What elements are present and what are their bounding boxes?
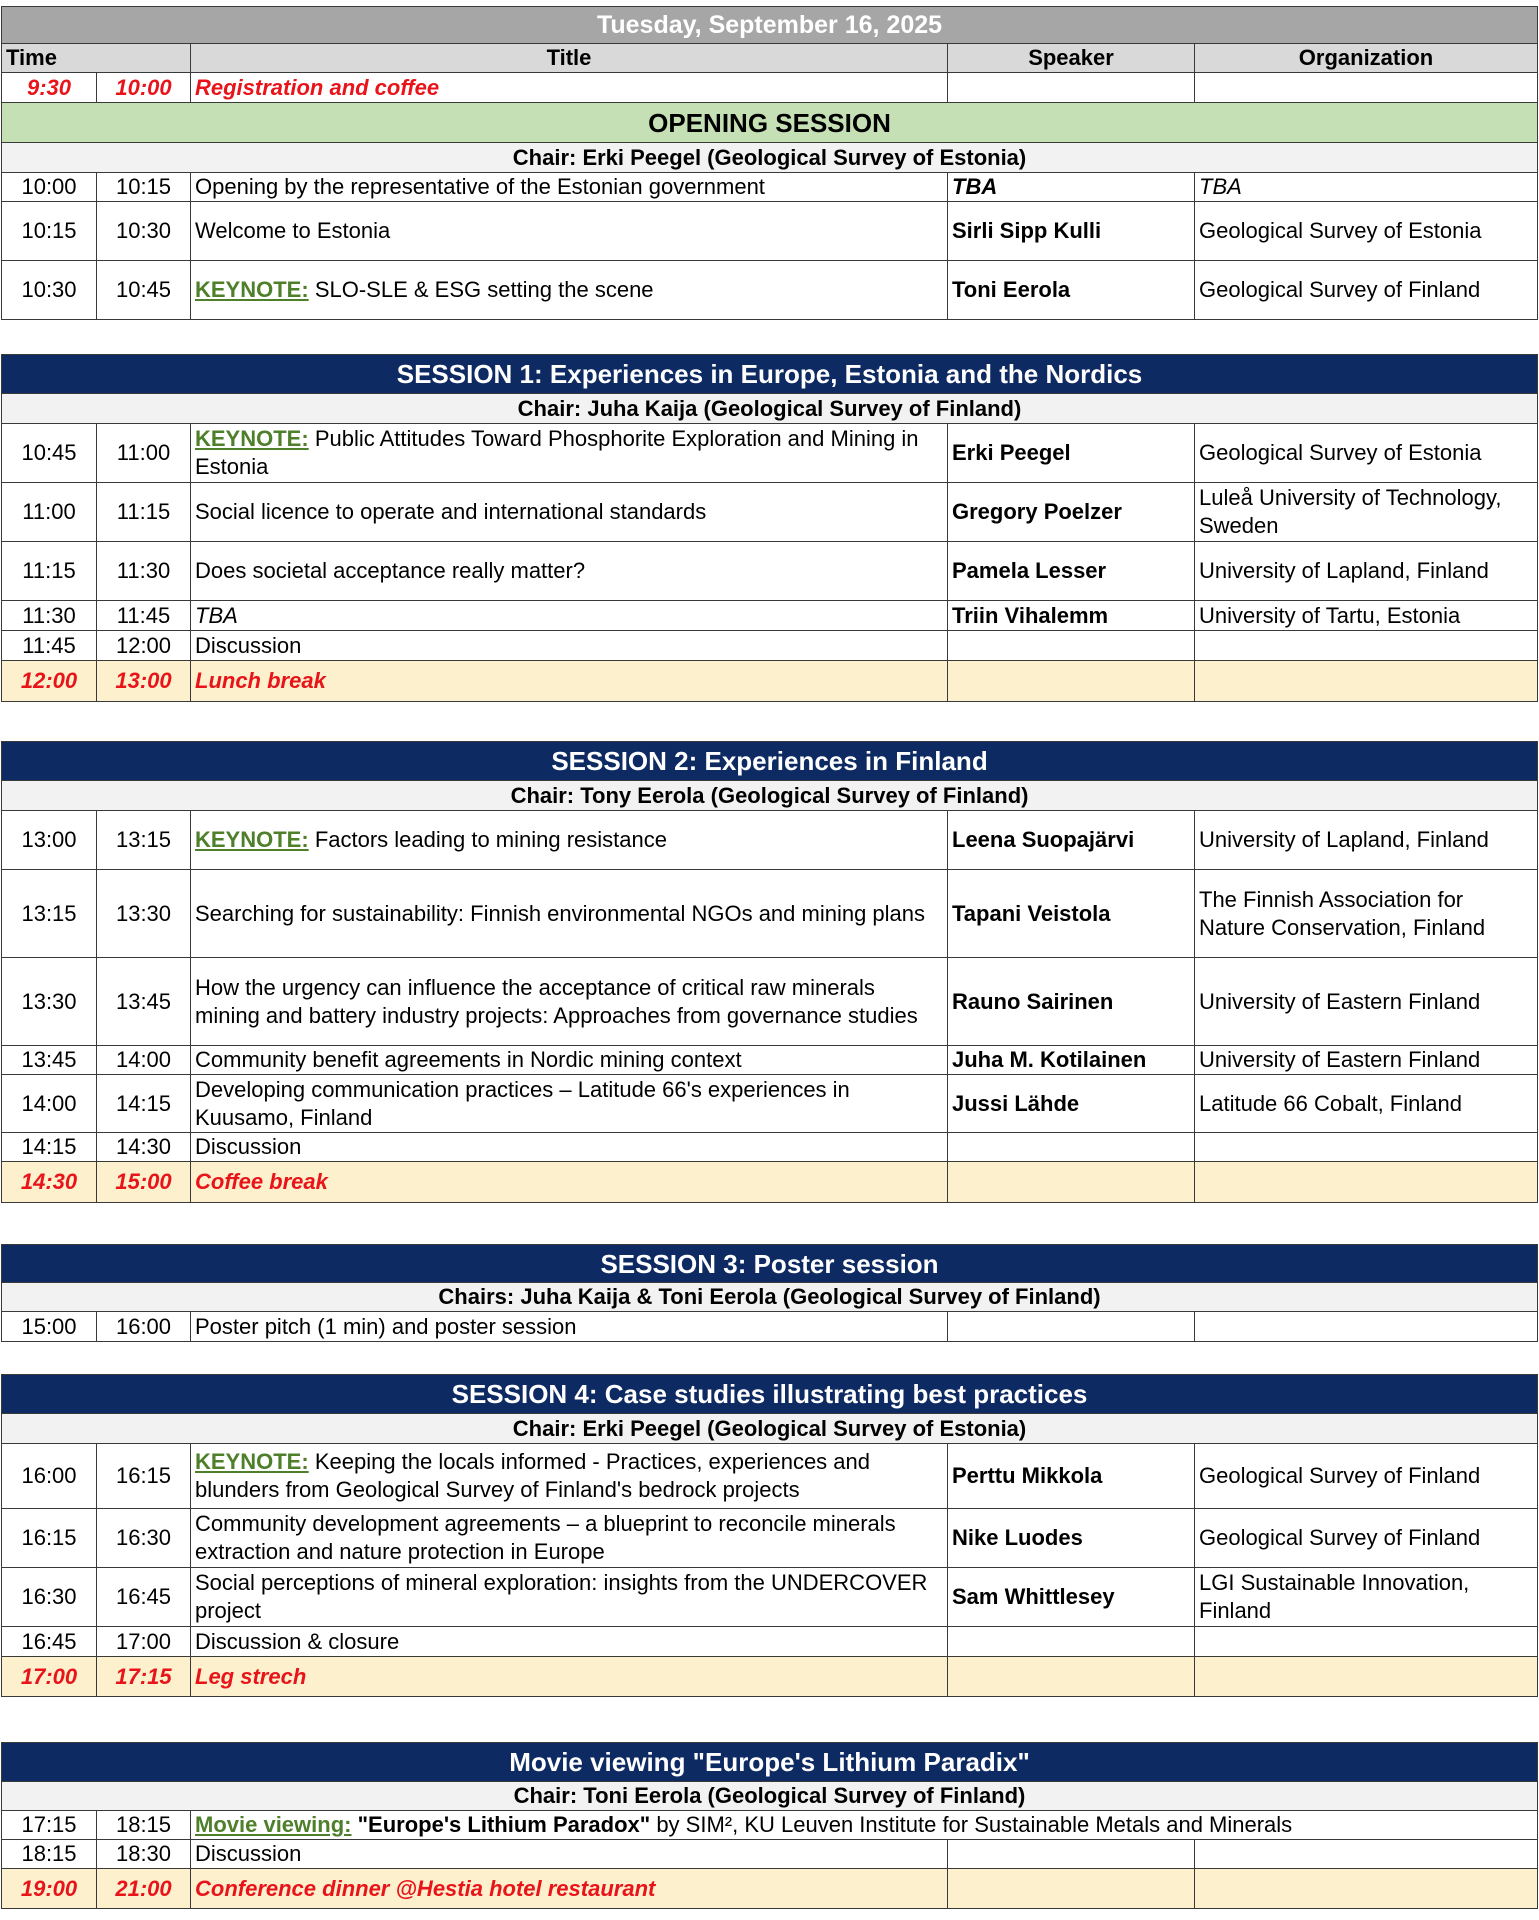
column-speaker: Speaker [948, 44, 1195, 73]
end-time: 18:15 [97, 1811, 191, 1840]
film-description: by SIM², KU Leuven Institute for Sustainable Metals and Minerals [650, 1812, 1293, 1837]
table-row [2, 601, 1538, 631]
film-title: "Europe's Lithium Paradox" [357, 1812, 651, 1837]
table-row [2, 811, 1538, 870]
entry-title: How the urgency can influence the acceptance of critical raw minerals mining and battery industry projects: Approaches from governance studies [191, 958, 948, 1046]
start-time: 9:30 [2, 73, 97, 103]
start-time: 13:30 [2, 958, 97, 1046]
entry-speaker: Juha M. Kotilainen [948, 1046, 1195, 1075]
entry-org: Geological Survey of Finland [1195, 1444, 1538, 1509]
table-row [2, 542, 1538, 601]
entry-title: Discussion [191, 1840, 948, 1869]
end-time: 16:15 [97, 1444, 191, 1509]
entry-title [191, 261, 948, 320]
title-text: SLO-SLE & ESG setting the scene [314, 277, 654, 302]
table-row [2, 958, 1538, 1046]
start-time: 14:15 [2, 1133, 97, 1162]
entry-org [1195, 73, 1538, 103]
start-time: 10:15 [2, 202, 97, 261]
entry-title: Coffee break [191, 1162, 948, 1203]
start-time: 19:00 [2, 1869, 97, 1909]
session3-table [1, 1244, 1538, 1342]
session-chair: Chair: Tony Eerola (Geological Survey of Finland) [2, 781, 1538, 811]
entry-org [1195, 661, 1538, 702]
end-time: 14:30 [97, 1133, 191, 1162]
end-time: 16:00 [97, 1312, 191, 1342]
end-time: 13:15 [97, 811, 191, 870]
entry-org: University of Lapland, Finland [1195, 542, 1538, 601]
end-time: 21:00 [97, 1869, 191, 1909]
start-time: 15:00 [2, 1312, 97, 1342]
entry-speaker [948, 1133, 1195, 1162]
session1-table [1, 354, 1538, 702]
break-row [2, 1657, 1538, 1697]
end-time: 13:45 [97, 958, 191, 1046]
entry-speaker: Leena Suopajärvi [948, 811, 1195, 870]
start-time: 16:00 [2, 1444, 97, 1509]
start-time: 14:30 [2, 1162, 97, 1203]
entry-org [1195, 1840, 1538, 1869]
entry-title: Social licence to operate and international standards [191, 483, 948, 542]
end-time: 16:45 [97, 1568, 191, 1627]
day-title: Tuesday, September 16, 2025 [2, 7, 1538, 44]
end-time: 17:00 [97, 1627, 191, 1657]
end-time: 10:30 [97, 202, 191, 261]
session-chair: Chair: Toni Eerola (Geological Survey of Finland) [2, 1782, 1538, 1811]
keynote-label: KEYNOTE: [195, 277, 309, 302]
entry-speaker [948, 631, 1195, 661]
entry-title: Registration and coffee [191, 73, 948, 103]
entry-org: Luleå University of Technology, Sweden [1195, 483, 1538, 542]
start-time: 10:00 [2, 173, 97, 202]
entry-speaker: Jussi Lähde [948, 1075, 1195, 1133]
entry-title: Discussion & closure [191, 1627, 948, 1657]
entry-speaker [948, 73, 1195, 103]
title-text: Factors leading to mining resistance [314, 827, 667, 852]
entry-org: Latitude 66 Cobalt, Finland [1195, 1075, 1538, 1133]
table-row [2, 1509, 1538, 1568]
start-time: 17:00 [2, 1657, 97, 1697]
entry-speaker: Triin Vihalemm [948, 601, 1195, 631]
title-text: Public Attitudes Toward Phosphorite Exploration and Mining in Estonia [195, 426, 919, 479]
table-row [2, 631, 1538, 661]
entry-org: University of Tartu, Estonia [1195, 601, 1538, 631]
entry-speaker [948, 1840, 1195, 1869]
end-time: 16:30 [97, 1509, 191, 1568]
entry-org [1195, 1869, 1538, 1909]
entry-org: Geological Survey of Estonia [1195, 202, 1538, 261]
keynote-label: KEYNOTE: [195, 827, 309, 852]
entry-title [191, 811, 948, 870]
start-time: 11:15 [2, 542, 97, 601]
start-time: 10:30 [2, 261, 97, 320]
keynote-label: KEYNOTE: [195, 1449, 309, 1474]
entry-title: Lunch break [191, 661, 948, 702]
entry-speaker: Tapani Veistola [948, 870, 1195, 958]
entry-title: Leg strech [191, 1657, 948, 1697]
session-chair: Chair: Erki Peegel (Geological Survey of Estonia) [2, 143, 1538, 173]
entry-title: Community benefit agreements in Nordic mining context [191, 1046, 948, 1075]
end-time: 11:15 [97, 483, 191, 542]
end-time: 14:15 [97, 1075, 191, 1133]
session-title: Movie viewing "Europe's Lithium Paradix" [2, 1743, 1538, 1782]
movie-table [1, 1742, 1538, 1909]
session-title: SESSION 4: Case studies illustrating best practices [2, 1375, 1538, 1414]
start-time: 18:15 [2, 1840, 97, 1869]
entry-title: Opening by the representative of the Estonian government [191, 173, 948, 202]
start-time: 17:15 [2, 1811, 97, 1840]
end-time: 15:00 [97, 1162, 191, 1203]
session-title: OPENING SESSION [2, 103, 1538, 143]
column-time: Time [2, 44, 191, 73]
table-row [2, 1444, 1538, 1509]
end-time: 11:30 [97, 542, 191, 601]
entry-title [191, 1444, 948, 1509]
entry-org: University of Eastern Finland [1195, 958, 1538, 1046]
table-row [2, 870, 1538, 958]
entry-title: Discussion [191, 631, 948, 661]
entry-title [191, 1811, 1538, 1840]
entry-speaker [948, 1312, 1195, 1342]
title-text: Keeping the locals informed - Practices, experiences and blunders from Geological Survey of Finland's bedrock projects [195, 1449, 871, 1502]
entry-title: Welcome to Estonia [191, 202, 948, 261]
entry-org [1195, 1133, 1538, 1162]
table-row [2, 1840, 1538, 1869]
table-row [2, 1046, 1538, 1075]
entry-title: TBA [191, 601, 948, 631]
entry-title: Developing communication practices – Latitude 66's experiences in Kuusamo, Finland [191, 1075, 948, 1133]
opening-table [1, 6, 1538, 320]
start-time: 11:30 [2, 601, 97, 631]
entry-title: Conference dinner @Hestia hotel restaurant [191, 1869, 948, 1909]
entry-speaker: Toni Eerola [948, 261, 1195, 320]
entry-speaker [948, 1657, 1195, 1697]
start-time: 16:45 [2, 1627, 97, 1657]
session-title: SESSION 1: Experiences in Europe, Estonia and the Nordics [2, 355, 1538, 394]
end-time: 10:15 [97, 173, 191, 202]
table-row [2, 1811, 1538, 1840]
end-time: 11:00 [97, 424, 191, 483]
table-row [2, 173, 1538, 202]
registration-row [2, 73, 1538, 103]
keynote-label: KEYNOTE: [195, 426, 309, 451]
table-row [2, 1312, 1538, 1342]
entry-org: Geological Survey of Finland [1195, 1509, 1538, 1568]
entry-org [1195, 1312, 1538, 1342]
entry-org: Geological Survey of Estonia [1195, 424, 1538, 483]
table-row [2, 483, 1538, 542]
session-chair: Chair: Erki Peegel (Geological Survey of Estonia) [2, 1414, 1538, 1444]
entry-title: Social perceptions of mineral exploration: insights from the UNDERCOVER project [191, 1568, 948, 1627]
entry-speaker [948, 1627, 1195, 1657]
entry-speaker: Rauno Sairinen [948, 958, 1195, 1046]
start-time: 13:45 [2, 1046, 97, 1075]
start-time: 13:00 [2, 811, 97, 870]
column-title: Title [191, 44, 948, 73]
end-time: 14:00 [97, 1046, 191, 1075]
entry-title: Community development agreements – a blueprint to reconcile minerals extraction and nature protection in Europe [191, 1509, 948, 1568]
start-time: 12:00 [2, 661, 97, 702]
session-chair: Chair: Juha Kaija (Geological Survey of Finland) [2, 394, 1538, 424]
table-row [2, 1627, 1538, 1657]
entry-org [1195, 1657, 1538, 1697]
entry-speaker: Erki Peegel [948, 424, 1195, 483]
start-time: 16:15 [2, 1509, 97, 1568]
entry-speaker: Sam Whittlesey [948, 1568, 1195, 1627]
session-chair: Chairs: Juha Kaija & Toni Eerola (Geological Survey of Finland) [2, 1283, 1538, 1312]
break-row [2, 1869, 1538, 1909]
end-time: 10:45 [97, 261, 191, 320]
entry-speaker: Sirli Sipp Kulli [948, 202, 1195, 261]
end-time: 11:45 [97, 601, 191, 631]
entry-org: Geological Survey of Finland [1195, 261, 1538, 320]
movie-label: Movie viewing: [195, 1812, 352, 1837]
entry-org [1195, 1162, 1538, 1203]
entry-org [1195, 631, 1538, 661]
entry-speaker [948, 1162, 1195, 1203]
end-time: 13:00 [97, 661, 191, 702]
end-time: 12:00 [97, 631, 191, 661]
session2-table [1, 741, 1538, 1203]
table-row [2, 1568, 1538, 1627]
table-row [2, 261, 1538, 320]
entry-title: Does societal acceptance really matter? [191, 542, 948, 601]
entry-org: University of Eastern Finland [1195, 1046, 1538, 1075]
entry-speaker [948, 661, 1195, 702]
end-time: 18:30 [97, 1840, 191, 1869]
entry-org: The Finnish Association for Nature Conservation, Finland [1195, 870, 1538, 958]
entry-title [191, 424, 948, 483]
entry-speaker: Perttu Mikkola [948, 1444, 1195, 1509]
end-time: 17:15 [97, 1657, 191, 1697]
start-time: 16:30 [2, 1568, 97, 1627]
start-time: 14:00 [2, 1075, 97, 1133]
entry-org: LGI Sustainable Innovation, Finland [1195, 1568, 1538, 1627]
entry-org: TBA [1195, 173, 1538, 202]
break-row [2, 1162, 1538, 1203]
column-organization: Organization [1195, 44, 1538, 73]
table-row [2, 1133, 1538, 1162]
entry-org [1195, 1627, 1538, 1657]
start-time: 11:00 [2, 483, 97, 542]
entry-title: Discussion [191, 1133, 948, 1162]
session-title: SESSION 3: Poster session [2, 1245, 1538, 1283]
end-time: 10:00 [97, 73, 191, 103]
entry-speaker: Pamela Lesser [948, 542, 1195, 601]
entry-speaker: TBA [948, 173, 1195, 202]
start-time: 13:15 [2, 870, 97, 958]
entry-title: Searching for sustainability: Finnish environmental NGOs and mining plans [191, 870, 948, 958]
start-time: 10:45 [2, 424, 97, 483]
session4-table [1, 1374, 1538, 1697]
session-title: SESSION 2: Experiences in Finland [2, 742, 1538, 781]
entry-speaker [948, 1869, 1195, 1909]
entry-title: Poster pitch (1 min) and poster session [191, 1312, 948, 1342]
end-time: 13:30 [97, 870, 191, 958]
entry-speaker: Nike Luodes [948, 1509, 1195, 1568]
entry-org: University of Lapland, Finland [1195, 811, 1538, 870]
table-row [2, 424, 1538, 483]
start-time: 11:45 [2, 631, 97, 661]
table-row [2, 1075, 1538, 1133]
entry-speaker: Gregory Poelzer [948, 483, 1195, 542]
break-row [2, 661, 1538, 702]
table-row [2, 202, 1538, 261]
